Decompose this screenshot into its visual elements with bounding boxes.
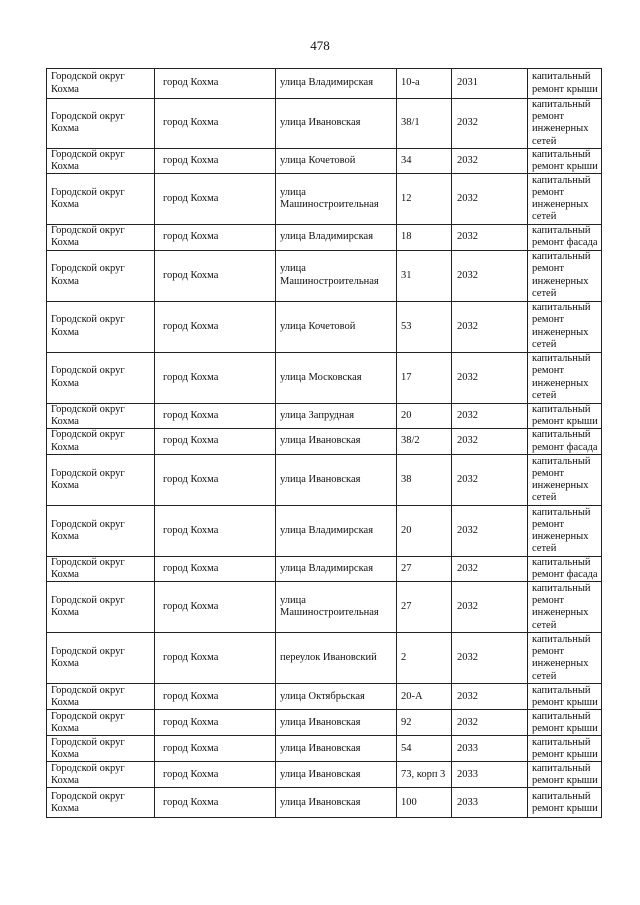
year-cell: 2032 — [452, 99, 528, 149]
table-row — [47, 684, 602, 710]
house-number-cell: 31 — [397, 250, 452, 301]
year-cell: 2032 — [452, 557, 528, 582]
street-cell: улица Ивановская — [276, 788, 397, 818]
table-row — [47, 736, 602, 762]
street-cell: улица Ивановская — [276, 710, 397, 736]
table-row — [47, 710, 602, 736]
street-cell: улица Кочетовой — [276, 301, 397, 352]
year-cell: 2032 — [452, 250, 528, 301]
street-cell: улица Владимирская — [276, 69, 397, 99]
municipality-cell: Городской округ Кохма — [47, 455, 155, 506]
street-cell: улица Ивановская — [276, 736, 397, 762]
house-number-cell: 92 — [397, 710, 452, 736]
year-cell: 2032 — [452, 710, 528, 736]
work-type-cell: капитальный ремонт крыши — [528, 762, 602, 788]
work-type-cell: капитальный ремонт крыши — [528, 684, 602, 710]
work-type-cell: капитальный ремонт фасада — [528, 557, 602, 582]
table-row — [47, 788, 602, 818]
settlement-cell: город Кохма — [155, 788, 276, 818]
work-type-cell: капитальный ремонт инженерных сетей — [528, 633, 602, 684]
table-row — [47, 506, 602, 557]
street-cell: улица Машиностроительная — [276, 250, 397, 301]
municipality-cell: Городской округ Кохма — [47, 557, 155, 582]
table-row — [47, 250, 602, 301]
work-type-cell: капитальный ремонт крыши — [528, 736, 602, 762]
settlement-cell: город Кохма — [155, 455, 276, 506]
work-type-cell: капитальный ремонт инженерных сетей — [528, 455, 602, 506]
year-cell: 2032 — [452, 225, 528, 250]
municipality-cell: Городской округ Кохма — [47, 506, 155, 557]
work-type-cell: капитальный ремонт инженерных сетей — [528, 250, 602, 301]
work-type-cell: капитальный ремонт крыши — [528, 403, 602, 428]
settlement-cell: город Кохма — [155, 736, 276, 762]
table-row — [47, 352, 602, 403]
table-row — [47, 762, 602, 788]
municipality-cell: Городской округ Кохма — [47, 148, 155, 173]
table-row — [47, 174, 602, 225]
year-cell: 2033 — [452, 762, 528, 788]
settlement-cell: город Кохма — [155, 174, 276, 225]
house-number-cell: 34 — [397, 148, 452, 173]
settlement-cell: город Кохма — [155, 352, 276, 403]
municipality-cell: Городской округ Кохма — [47, 633, 155, 684]
municipality-cell: Городской округ Кохма — [47, 684, 155, 710]
settlement-cell: город Кохма — [155, 69, 276, 99]
year-cell: 2033 — [452, 736, 528, 762]
municipality-cell: Городской округ Кохма — [47, 788, 155, 818]
work-type-cell: капитальный ремонт фасада — [528, 225, 602, 250]
settlement-cell: город Кохма — [155, 301, 276, 352]
table-row — [47, 403, 602, 428]
year-cell: 2032 — [452, 352, 528, 403]
house-number-cell: 38/2 — [397, 429, 452, 455]
settlement-cell: город Кохма — [155, 684, 276, 710]
year-cell: 2032 — [452, 429, 528, 455]
work-type-cell: капитальный ремонт крыши — [528, 69, 602, 99]
year-cell: 2032 — [452, 506, 528, 557]
year-cell: 2032 — [452, 148, 528, 173]
street-cell: улица Владимирская — [276, 506, 397, 557]
municipality-cell: Городской округ Кохма — [47, 174, 155, 225]
table-row — [47, 225, 602, 250]
house-number-cell: 18 — [397, 225, 452, 250]
street-cell: улица Машиностроительная — [276, 174, 397, 225]
settlement-cell: город Кохма — [155, 403, 276, 428]
street-cell: улица Ивановская — [276, 455, 397, 506]
settlement-cell: город Кохма — [155, 506, 276, 557]
street-cell: улица Владимирская — [276, 557, 397, 582]
page-number: 478 — [310, 38, 330, 53]
street-cell: улица Ивановская — [276, 762, 397, 788]
street-cell: улица Октябрьская — [276, 684, 397, 710]
work-type-cell: капитальный ремонт крыши — [528, 710, 602, 736]
municipality-cell: Городской округ Кохма — [47, 352, 155, 403]
house-number-cell: 38/1 — [397, 99, 452, 149]
year-cell: 2032 — [452, 174, 528, 225]
table-row — [47, 301, 602, 352]
settlement-cell: город Кохма — [155, 225, 276, 250]
year-cell: 2033 — [452, 788, 528, 818]
work-type-cell: капитальный ремонт крыши — [528, 148, 602, 173]
work-type-cell: капитальный ремонт инженерных сетей — [528, 174, 602, 225]
work-type-cell: капитальный ремонт инженерных сетей — [528, 352, 602, 403]
house-number-cell: 12 — [397, 174, 452, 225]
municipality-cell: Городской округ Кохма — [47, 582, 155, 633]
house-number-cell: 38 — [397, 455, 452, 506]
municipality-cell: Городской округ Кохма — [47, 403, 155, 428]
work-type-cell: капитальный ремонт инженерных сетей — [528, 582, 602, 633]
house-number-cell: 2 — [397, 633, 452, 684]
settlement-cell: город Кохма — [155, 710, 276, 736]
table-row — [47, 148, 602, 173]
street-cell: улица Ивановская — [276, 99, 397, 149]
house-number-cell: 10-а — [397, 69, 452, 99]
settlement-cell: город Кохма — [155, 99, 276, 149]
table-row — [47, 429, 602, 455]
settlement-cell: город Кохма — [155, 582, 276, 633]
street-cell: улица Кочетовой — [276, 148, 397, 173]
street-cell: улица Машиностроительная — [276, 582, 397, 633]
street-cell: улица Владимирская — [276, 225, 397, 250]
work-type-cell: капитальный ремонт инженерных сетей — [528, 99, 602, 149]
work-type-cell: капитальный ремонт крыши — [528, 788, 602, 818]
year-cell: 2032 — [452, 455, 528, 506]
table-row — [47, 633, 602, 684]
registry-body — [47, 69, 602, 818]
municipality-cell: Городской округ Кохма — [47, 69, 155, 99]
municipality-cell: Городской округ Кохма — [47, 429, 155, 455]
work-type-cell: капитальный ремонт фасада — [528, 429, 602, 455]
municipality-cell: Городской округ Кохма — [47, 225, 155, 250]
house-number-cell: 73, корп 3 — [397, 762, 452, 788]
municipality-cell: Городской округ Кохма — [47, 710, 155, 736]
year-cell: 2032 — [452, 633, 528, 684]
table-row — [47, 99, 602, 149]
settlement-cell: город Кохма — [155, 633, 276, 684]
house-number-cell: 20 — [397, 403, 452, 428]
municipality-cell: Городской округ Кохма — [47, 301, 155, 352]
year-cell: 2032 — [452, 684, 528, 710]
street-cell: переулок Ивановский — [276, 633, 397, 684]
street-cell: улица Московская — [276, 352, 397, 403]
work-type-cell: капитальный ремонт инженерных сетей — [528, 506, 602, 557]
house-number-cell: 100 — [397, 788, 452, 818]
house-number-cell: 20 — [397, 506, 452, 557]
municipality-cell: Городской округ Кохма — [47, 762, 155, 788]
municipality-cell: Городской округ Кохма — [47, 736, 155, 762]
municipality-cell: Городской округ Кохма — [47, 250, 155, 301]
table-row — [47, 455, 602, 506]
table-row — [47, 69, 602, 99]
work-type-cell: капитальный ремонт инженерных сетей — [528, 301, 602, 352]
house-number-cell: 27 — [397, 582, 452, 633]
street-cell: улица Запрудная — [276, 403, 397, 428]
year-cell: 2031 — [452, 69, 528, 99]
table-row — [47, 557, 602, 582]
street-cell: улица Ивановская — [276, 429, 397, 455]
house-number-cell: 54 — [397, 736, 452, 762]
year-cell: 2032 — [452, 403, 528, 428]
repair-registry-table — [46, 68, 602, 818]
year-cell: 2032 — [452, 301, 528, 352]
settlement-cell: город Кохма — [155, 148, 276, 173]
house-number-cell: 20-А — [397, 684, 452, 710]
settlement-cell: город Кохма — [155, 557, 276, 582]
house-number-cell: 27 — [397, 557, 452, 582]
table-row — [47, 582, 602, 633]
municipality-cell: Городской округ Кохма — [47, 99, 155, 149]
house-number-cell: 53 — [397, 301, 452, 352]
house-number-cell: 17 — [397, 352, 452, 403]
settlement-cell: город Кохма — [155, 250, 276, 301]
settlement-cell: город Кохма — [155, 429, 276, 455]
settlement-cell: город Кохма — [155, 762, 276, 788]
year-cell: 2032 — [452, 582, 528, 633]
